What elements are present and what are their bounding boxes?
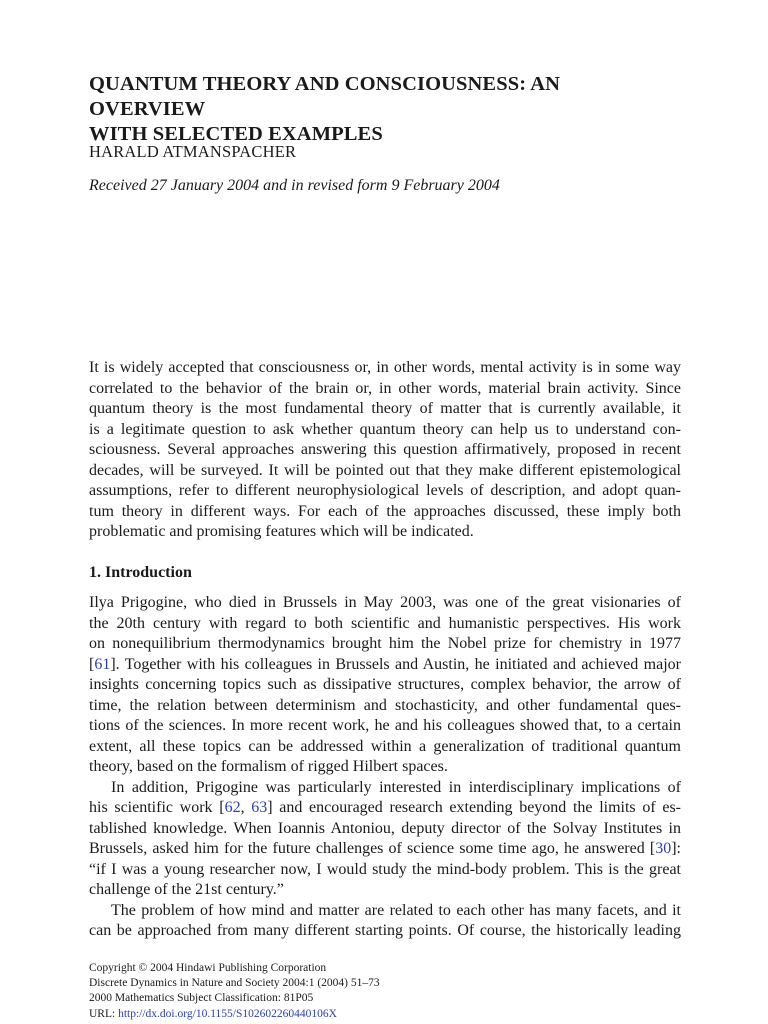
abstract-line: is a legitimate question to ask whether quantum theory can help us to understand con- bbox=[89, 420, 681, 438]
abstract-line: sciousness. Several approaches answering this question affirmatively, proposed in recent bbox=[89, 441, 681, 458]
body-line: challenge of the 21st century.” bbox=[89, 881, 284, 898]
citation-link-30[interactable]: 30 bbox=[655, 840, 672, 857]
url-label: URL: bbox=[89, 1007, 119, 1020]
body-line: the 20th century with regard to both scientific and humanistic perspectives. His work bbox=[89, 614, 681, 632]
abstract-line: tum theory in different ways. For each of the approaches discussed, these imply both bbox=[89, 502, 681, 520]
body-line: insights concerning topics such as dissipative structures, complex behavior, the arrow of bbox=[89, 676, 681, 693]
body-text-fragment: his scientific work [ bbox=[89, 799, 225, 816]
body-line: can be approached from many different starting points. Of course, the historically leading bbox=[89, 922, 681, 939]
body-line: theory, based on the formalism of rigged Hilbert spaces. bbox=[89, 758, 448, 775]
citation-separator: , bbox=[240, 799, 252, 816]
paper-title-line-1: QUANTUM THEORY AND CONSCIOUSNESS: AN OVERVIEW bbox=[89, 73, 561, 120]
footer-metadata bbox=[89, 961, 380, 1022]
abstract-line: problematic and promising features which will be indicated. bbox=[89, 523, 474, 540]
body-line: In addition, Prigogine was particularly interested in interdisciplinary implications of bbox=[111, 778, 681, 796]
doi-line bbox=[89, 1007, 380, 1022]
body-line: extent, all these topics can be addressed within a generalization of traditional quantum bbox=[89, 737, 681, 755]
paper-title-line-2: WITH SELECTED EXAMPLES bbox=[89, 123, 383, 145]
section-heading-introduction: 1. Introduction bbox=[89, 564, 192, 581]
msc-classification: 2000 Mathematics Subject Classification: 81P05 bbox=[89, 992, 314, 1005]
body-line bbox=[89, 655, 681, 676]
author-name: HARALD ATMANSPACHER bbox=[89, 142, 297, 161]
introduction-body bbox=[89, 593, 681, 942]
body-text-fragment: Brussels, asked him for the future challenges of science some time ago, he answered [ bbox=[89, 840, 656, 857]
citation-link-61[interactable]: 61 bbox=[94, 655, 111, 673]
journal-citation: Discrete Dynamics in Nature and Society 2004:1 (2004) 51–73 bbox=[89, 977, 380, 990]
doi-link[interactable]: http://dx.doi.org/10.1155/S102602260440106X bbox=[118, 1007, 337, 1020]
abstract-line: decades, will be surveyed. It will be pointed out that they make different epistemological bbox=[89, 461, 681, 479]
body-line: “if I was a young researcher now, I would study the mind-body problem. This is the great bbox=[89, 860, 681, 878]
abstract-line: correlated to the behavior of the brain or, in other words, material brain activity. Since bbox=[89, 379, 681, 397]
body-line bbox=[89, 839, 681, 860]
abstract bbox=[89, 358, 681, 543]
bracket-open: [ bbox=[89, 655, 95, 673]
body-line bbox=[89, 798, 681, 819]
abstract-line: quantum theory is the most fundamental theory of matter that is currently available, it bbox=[89, 400, 681, 417]
received-date: Received 27 January 2004 and in revised form 9 February 2004 bbox=[89, 177, 500, 194]
body-line: on nonequilibrium thermodynamics brought him the Nobel prize for chemistry in 1977 bbox=[89, 635, 681, 652]
body-text-fragment: ]: bbox=[671, 840, 681, 857]
body-text-fragment: ] and encouraged research extending beyond the limits of es- bbox=[267, 799, 681, 816]
copyright-notice: Copyright © 2004 Hindawi Publishing Corporation bbox=[89, 962, 327, 974]
body-line: tablished knowledge. When Ioannis Antoniou, deputy director of the Solvay Institutes in bbox=[89, 819, 681, 837]
abstract-line: It is widely accepted that consciousness or, in other words, mental activity is in some way bbox=[89, 359, 681, 376]
abstract-line: assumptions, refer to different neurophysiological levels of description, and adopt quan- bbox=[89, 482, 681, 499]
body-line: tions of the sciences. In more recent work, he and his colleagues showed that, to a certain bbox=[89, 717, 681, 734]
body-line: The problem of how mind and matter are related to each other has many facets, and it bbox=[111, 901, 681, 919]
citation-link-63[interactable]: 63 bbox=[251, 799, 268, 816]
paper-title bbox=[89, 72, 681, 147]
citation-link-62[interactable]: 62 bbox=[224, 799, 241, 816]
body-text-fragment: ]. Together with his colleagues in Brussels and Austin, he initiated and achieved major bbox=[110, 655, 681, 673]
body-line: time, the relation between determinism and stochasticity, and other fundamental ques- bbox=[89, 696, 681, 714]
body-line: Ilya Prigogine, who died in Brussels in May 2003, was one of the great visionaries of bbox=[89, 594, 681, 611]
